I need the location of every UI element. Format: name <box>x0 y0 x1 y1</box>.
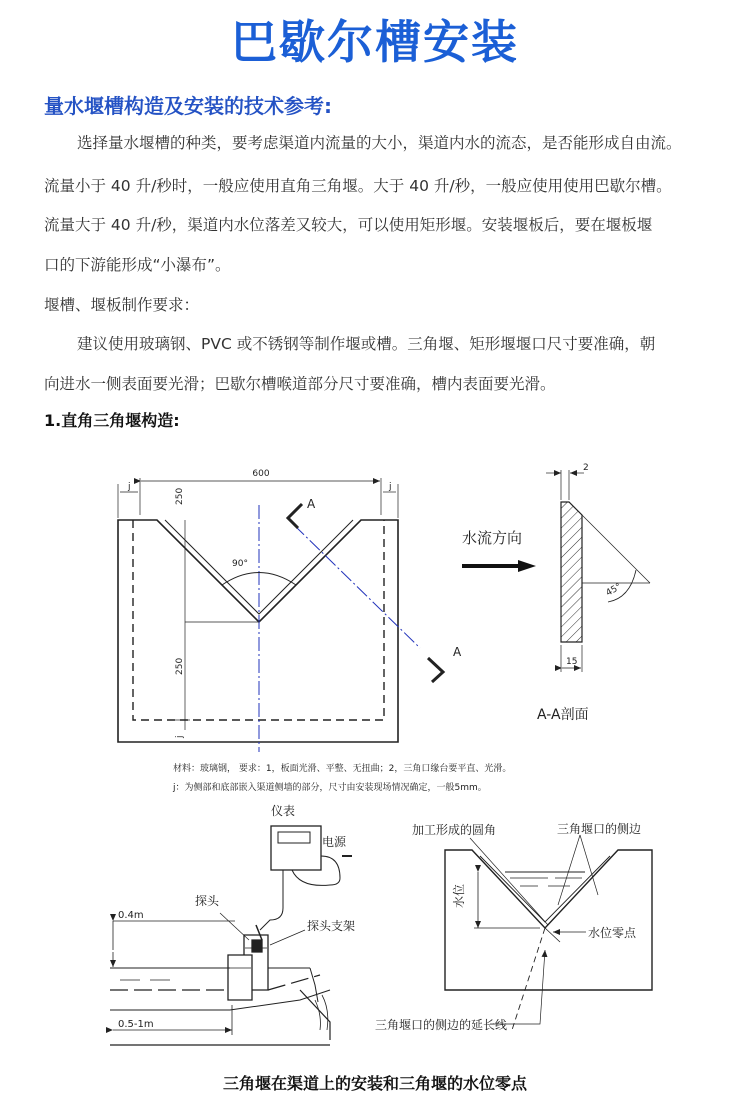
dim-15-label: 15 <box>566 657 578 667</box>
instrument-label: 仪表 <box>271 804 296 818</box>
dim-051-label: 0.5-1m <box>118 1019 154 1030</box>
dim-j-bottom: j <box>175 735 185 738</box>
paragraph-1: 选择量水堰槽的种类，要考虑渠道内流量的大小，渠道内水的流态，是否能形成自由流。 <box>77 134 682 152</box>
angle-90-label: 90° <box>232 559 248 569</box>
section-aa-title: A-A剖面 <box>537 707 589 723</box>
rounded-corner-label: 加工形成的圆角 <box>412 823 497 837</box>
section-marker-top <box>288 504 302 528</box>
section-subtitle: 量水堰槽构造及安装的技术参考: <box>44 94 332 118</box>
zero-point-labels <box>375 821 641 1032</box>
weir-note-2: j：为侧部和底部嵌入渠道侧墙的部分，尺寸由安装现场情况确定，一般5mm。 <box>173 783 487 793</box>
weir-note-1: 材料：玻璃钢， 要求：1，板面光滑、平整、无扭曲；2，三角口缘台要平直、光滑。 <box>173 764 512 774</box>
extension-label: 三角堰口的侧边的延长线 <box>375 1018 508 1032</box>
dim-j-right: j <box>389 482 392 492</box>
dim-bottom-250: 250 <box>175 657 185 675</box>
angle-45-label: 45° <box>604 581 624 599</box>
section-title-weir: 1.直角三角堰构造: <box>44 411 180 430</box>
zero-point-label: 水位零点 <box>588 926 637 940</box>
weir-plate-outline <box>118 520 398 742</box>
page-title: 巴歇尔槽安装 <box>231 15 519 69</box>
section-marker-bottom <box>428 658 443 682</box>
probe-bracket-label: 探头支架 <box>307 919 356 933</box>
paragraph-6: 建议使用玻璃钢、PVC 或不锈钢等制作堰或槽。三角堰、矩形堰堰口尺寸要准确，朝 <box>77 335 656 353</box>
flow-direction <box>462 529 536 572</box>
paragraph-5: 堰槽、堰板制作要求： <box>44 296 200 314</box>
paragraph-7: 向进水一侧表面要光滑；巴歇尔槽喉道部分尺寸要准确，槽内表面要光滑。 <box>44 375 556 393</box>
section-mark-top-label: A <box>307 497 316 511</box>
water-level-label: 水位 <box>452 883 466 908</box>
dim-04-label: 0.4m <box>118 910 144 921</box>
section-mark-bottom-label: A <box>453 645 462 659</box>
power-label: 电源 <box>322 835 347 849</box>
weir-plate-drawing <box>118 478 443 752</box>
paragraph-4: 口的下游能形成“小瀑布”。 <box>44 256 231 274</box>
dim-width-label: 600 <box>252 469 270 479</box>
paragraph-2: 流量小于 40 升/秒时，一般应使用直角三角堰。大于 40 升/秒，一般应使用使用巴歇尔槽。 <box>44 177 672 195</box>
side-edge-label: 三角堰口的侧边 <box>557 822 642 836</box>
dim-j-left: j <box>128 482 131 492</box>
section-aa-drawing <box>546 470 650 672</box>
dim-top-250: 250 <box>175 487 185 505</box>
zero-weir-outline <box>445 850 652 990</box>
paragraph-3: 流量大于 40 升/秒，渠道内水位落差又较大，可以使用矩形堰。安装堰板后，要在堰板堰 <box>44 216 653 234</box>
section-plate <box>561 502 582 642</box>
probe-label: 探头 <box>195 894 220 908</box>
installation-drawing <box>110 826 352 1045</box>
figure-caption: 三角堰在渠道上的安装和三角堰的水位零点 <box>222 1074 527 1093</box>
dim-2-label: 2 <box>583 463 589 473</box>
flow-direction-label: 水流方向 <box>462 529 523 547</box>
